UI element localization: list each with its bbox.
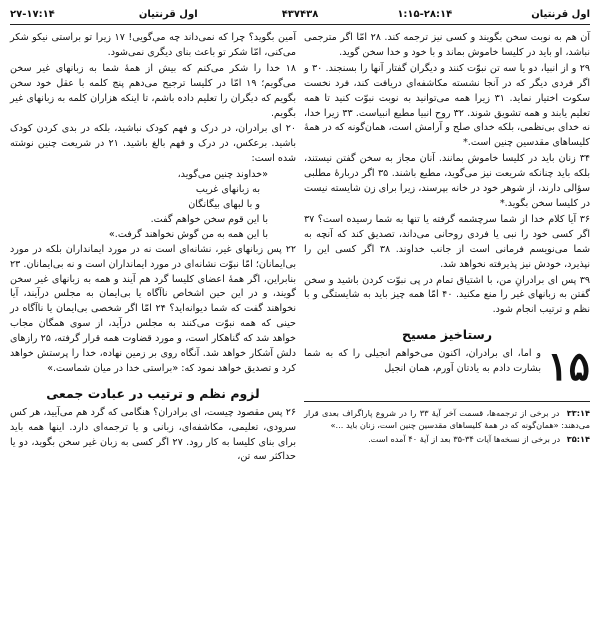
right-verse-range: ۱:۱۵-۲۸:۱۴ [397,8,453,20]
footnote [304,433,590,445]
poetry-quote [10,168,296,243]
section-title: لزوم نظم و ترتیب در عبادت جمعی [46,385,260,401]
page-header [10,6,590,25]
footnote-text: در برخی از نسخه‌ها آیات ۳۴-۳۵ بعد از آیهٔ ۴۰ آمده است. [368,434,561,445]
verse-paragraph: ۲۰ ای برادران، در درک و فهم کودک نباشید، بلکه در بدی کردن کودک باشید. برعکس، در درک و فهم بالغ باشید. ۲۱ در شریعت چنین نوشته شده است: [10,123,297,165]
verse-paragraph: ۳۴ زنان باید در کلیسا خاموش بمانند. آنان مجاز به سخن گفتن نیستند، بلکه باید چنانکه شریعت نیز می‌گوید، مطیع باشند. ۳۵ اگر دربارهٔ مطلبی سؤالی دارند، از شوهر خود در خانه بپرسند، زیرا برای زن شایسته نیست در کلیسا سخن بگوید.* [304,153,590,209]
poem-line: با این همه به من گوش نخواهند گرفت.» [108,228,268,240]
footnote [304,407,590,431]
footnotes [304,401,590,445]
verse-paragraph: آن هم به نوبت سخن بگویند و کسی نیز ترجمه کند. ۲۸ امّا اگر مترجمی نباشد، او باید در کلیسا خاموش بماند و با خود و خدا سخن گوید. [304,32,590,58]
left-column [10,31,296,466]
verse-paragraph: ۲۲ پس زبانهای غیر، نشانه‌ای است نه در مورد ایمانداران بلکه در مورد بی‌ایمانان؛ امّا نبوّت نشانه‌ای در مورد ایمانداران است و نه بی‌ایمانان. ۲۳ بنابراین، اگر همهٔ اعضای کلیسا گرد هم آیند و همه به زبانهای غیر سخن گویند، و در این حین اشخاص ناآگاه یا بی‌ایمان به مجلس درآیند، آیا نخواهند گفت که شما دیوانه‌اید؟ ۲۴ امّا اگر شخصی بی‌ایمان یا ناآگاه در حینی که همه نبوّت می‌کنند به مجلس درآید، از سوی همگان مجاب خواهد شد که گناهکار است، و مورد قضاوت همه قرار گرفته، ۲۵ رازهای دلش آشکار خواهد شد. آنگاه روی بر زمین نهاده، خدا را پرستش خواهد کرد و تصدیق خواهد نمود که: «براستی خدا در میان شماست.» [10,243,296,374]
left-page-number: ۴۳۷ [281,8,300,20]
right-column [304,31,590,466]
footnote-ref: ۳۵:۱۴ [566,434,590,445]
poem-line: «خداوند چنین می‌گوید، [177,169,268,181]
verse-paragraph: ۲۹ و از انبیا، دو یا سه تن نبوّت کنند و دیگران گفتار آنها را بسنجند. ۳۰ و اگر فردی دیگر که در آنجا نشسته مکاشفه‌ای دریافت کند، فرد نخست سکوت اختیار نماید. ۳۱ زیرا همه می‌توانید به نوبت نبوّت کنید تا همه تعلیم یابند و همه تشویق شوند. ۳۲ روح انبیا مطیع انبیاست. ۳۳ زیرا خدا، نه خدای بی‌نظمی، بلکه خدای صلح و آرامش است، همان‌گونه که در همهٔ کلیساهای مقدسین چنین است.* [304,62,590,149]
verse-paragraph: ۲۶ پس مقصود چیست، ای برادران؟ هنگامی که گرد هم می‌آیید، هر کس سرودی، تعلیمی، مکاشفه‌ای، زبانی و یا ترجمه‌ای دارد. اینها همه باید برای بنای کلیسا به کار رود. ۲۷ اگر کسی به زبان غیر سخن بگوید، دو یا حداکثر سه تن، [10,406,296,463]
right-page-number: ۴۳۸ [300,8,319,20]
verse-paragraph: ۳۶ آیا کلام خدا از شما سرچشمه گرفته یا تنها به شما رسیده است؟ ۳۷ اگر کسی خود را نبی یا فردی روحانی می‌داند، تصدیق کند که آنچه به شما می‌نویسم فرمانی است از جانب خداوند. ۳۸ اگر کسی این را نپذیرد، خودش نیز پذیرفته نخواهد شد. [304,213,590,270]
left-book-name: اول قرنتیان [138,8,198,20]
verse-paragraph: ۱۸ خدا را شکر می‌کنم که بیش از همهٔ شما به زبانهای غیر سخن می‌گویم؛ ۱۹ امّا در کلیسا ترجیح می‌دهم پنج کلمه با عقل خود سخن بگویم که دیگران را تعلیم داده باشم، تا اینکه هزاران کلمه به زبانهای غیر بگویم. [10,62,296,119]
poem-line: و با لبهای بیگانگان [188,198,260,210]
chapter-opening-text: و اما، ای برادران، اکنون می‌خواهم انجیلی را که به شما بشارت دادم به یادتان آورم، همان انجیل [304,348,542,375]
chapter-start [304,343,590,391]
verse-paragraph: ۳۹ پس ای برادرانِ من، با اشتیاق تمام در پی نبوّت کردن باشید و سخن گفتن به زبانهای غیر را منع مکنید. ۴۰ امّا همه چیز باید به شایستگی و با نظم و ترتیب انجام شود. [304,274,590,316]
right-page-header [300,9,590,20]
footnote-ref: ۳۳:۱۴ [566,408,590,419]
poem-line: به زبانهای غریب [195,184,260,196]
left-verse-range: ۲۷-۱۷:۱۴ [10,8,55,20]
poem-line: با این قوم سخن خواهم گفت. [150,213,268,225]
section-title: رستاخیز مسیح [401,327,493,343]
left-page-header [10,9,300,20]
right-book-name: اول قرنتیان [531,8,590,20]
verse-paragraph: آمین بگوید؟ چرا که نمی‌داند چه می‌گویی! ۱۷ زیرا تو براستی نیکو شکر می‌کنی، امّا شکر تو باعث بنای دیگری نمی‌شود. [10,32,296,58]
chapter-number: ۱۵ [547,343,590,391]
footnote-text: در برخی از ترجمه‌ها، قسمت آخر آیهٔ ۳۳ را در شروع پاراگراف بعدی قرار می‌دهند: «همان‌گونه که در همهٔ کلیساهای مقدسین چنین است، زنان باید ...» [304,408,590,431]
